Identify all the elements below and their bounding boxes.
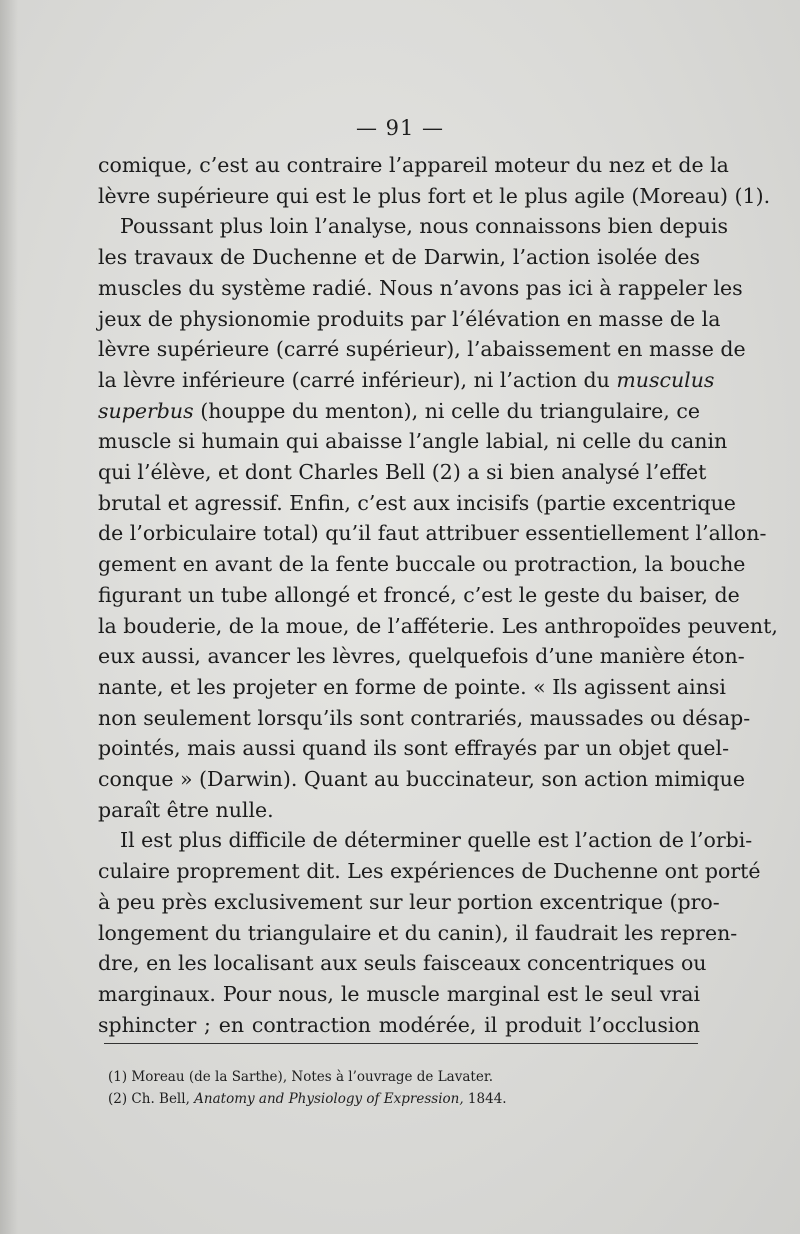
text-line: muscle si humain qui abaisse l’angle labial, ni celle du canin xyxy=(98,429,728,454)
text-line: la bouderie, de la moue, de l’afféterie. Les anthropoïdes peuvent, xyxy=(98,613,778,638)
footnote-separator xyxy=(104,1043,698,1044)
text-line: pointés, mais aussi quand ils sont effrayés par un objet quel- xyxy=(98,736,729,761)
body-text xyxy=(98,150,778,1040)
text-line: nante, et les projeter en forme de pointe. « Ils agissent ainsi xyxy=(98,674,726,699)
text-line: conque » (Darwin). Quant au buccinateur, son action mimique xyxy=(98,767,745,792)
paragraph-3 xyxy=(98,825,761,1040)
text-line: de l’orbiculaire total) qu’il faut attribuer essentiellement l’allon- xyxy=(98,521,767,546)
text-line: dre, en les localisant aux seuls faisceaux concentriques ou xyxy=(98,951,707,976)
text-line: figurant un tube allongé et froncé, c’est le geste du baiser, de xyxy=(98,582,740,607)
text-line: lèvre supérieure qui est le plus fort et le plus agile (Moreau) (1). xyxy=(98,183,771,208)
text-line: jeux de physionomie produits par l’élévation en masse de la xyxy=(98,306,721,331)
text-line: gement en avant de la fente buccale ou protraction, la bouche xyxy=(98,552,746,577)
footnotes xyxy=(108,1066,698,1110)
text-line: non seulement lorsqu’ils sont contrariés, maussades ou désap- xyxy=(98,705,751,730)
footnote-1: (1) Moreau (de la Sarthe), Notes à l’ouvrage de Lavater. xyxy=(108,1069,494,1085)
text-line: superbus (houppe du menton), ni celle du triangulaire, ce xyxy=(98,398,700,423)
text-line: brutal et agressif. Enfin, c’est aux incisifs (partie excentrique xyxy=(98,490,736,515)
paragraph-1 xyxy=(98,150,771,211)
text-line: Il est plus difficile de déterminer quelle est l’action de l’orbi- xyxy=(120,828,753,853)
text-line: qui l’élève, et dont Charles Bell (2) a si bien analysé l’effet xyxy=(98,460,707,485)
page-edge-shadow xyxy=(0,0,18,1234)
italic-term: musculus xyxy=(616,367,715,392)
text-line: à peu près exclusivement sur leur portion excentrique (pro- xyxy=(98,889,720,914)
text-line: eux aussi, avancer les lèvres, quelquefois d’une manière éton- xyxy=(98,644,745,669)
text-line: muscles du système radié. Nous n’avons pas ici à rappeler les xyxy=(98,275,743,300)
text-line: sphincter ; en contraction modérée, il produit l’occlusion xyxy=(98,1012,700,1037)
text-line: paraît être nulle. xyxy=(98,797,274,822)
footnote-2-title: Anatomy and Physiology of Expression, xyxy=(194,1091,464,1107)
text-line: comique, c’est au contraire l’appareil moteur du nez et de la xyxy=(98,153,729,177)
footnote-2-prefix: (2) Ch. Bell, xyxy=(108,1091,195,1107)
text-line: marginaux. Pour nous, le muscle marginal est le seul vrai xyxy=(98,981,700,1006)
text-line: culaire proprement dit. Les expériences de Duchenne ont porté xyxy=(98,859,761,884)
footnote-2-suffix: 1844. xyxy=(463,1091,507,1107)
page-number: — 91 — xyxy=(355,116,445,140)
footnote-2 xyxy=(108,1088,698,1110)
paragraph-2 xyxy=(98,211,778,825)
text-line: lèvre supérieure (carré supérieur), l’abaissement en masse de xyxy=(98,337,746,362)
text-line: Poussant plus loin l’analyse, nous connaissons bien depuis xyxy=(120,214,728,239)
text-line: longement du triangulaire et du canin), il faudrait les repren- xyxy=(98,920,738,945)
text-line: les travaux de Duchenne et de Darwin, l’action isolée des xyxy=(98,245,700,270)
text-line: la lèvre inférieure (carré inférieur), ni l’action du musculus xyxy=(98,367,715,392)
italic-term: superbus xyxy=(98,398,194,423)
